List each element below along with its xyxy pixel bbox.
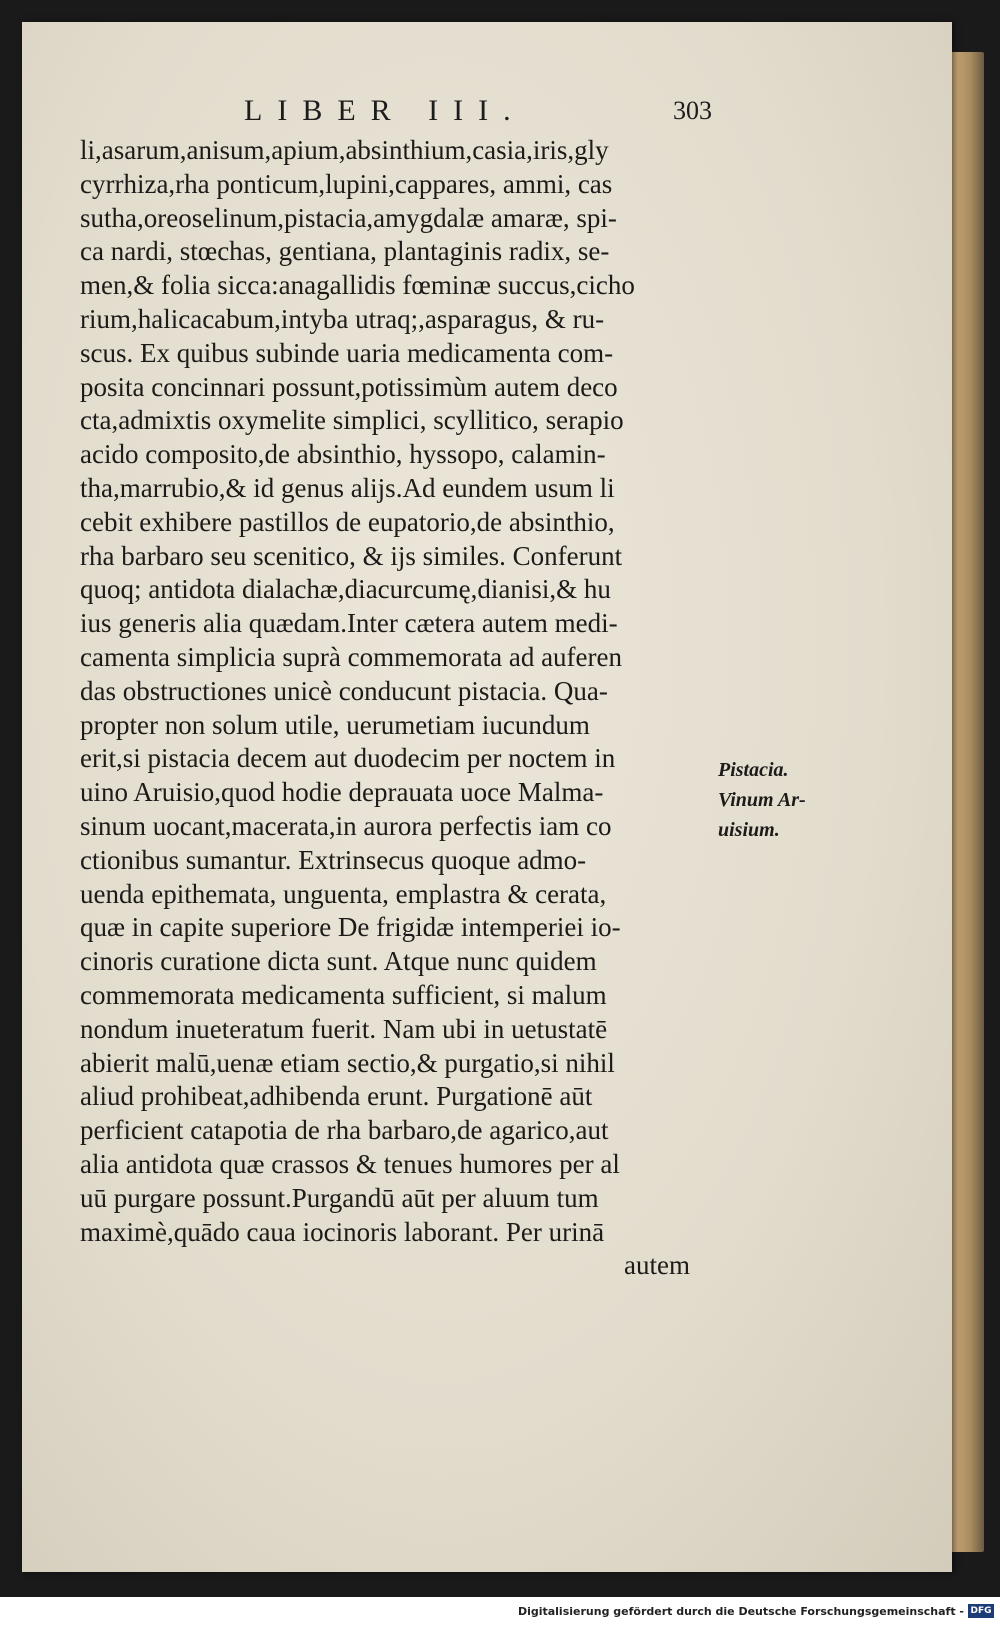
- text-line: uū purgare possunt.Purgandū aūt per aluum tum: [80, 1182, 599, 1213]
- text-line: commemorata medicamenta sufficient, si malum: [80, 979, 607, 1010]
- text-line: ctionibus sumantur. Extrinsecus quoque admo-: [80, 844, 587, 875]
- text-line: abierit malū,uenæ etiam sectio,& purgatio,si nihil: [80, 1047, 615, 1078]
- text-line: aliud prohibeat,adhibenda erunt. Purgationē aūt: [80, 1081, 593, 1112]
- text-line: maximè,quādo caua iocinoris laborant. Per urinā: [80, 1216, 605, 1247]
- text-line: tha,marrubio,& id genus alijs.Ad eundem usum li: [80, 472, 615, 503]
- text-line: cyrrhiza,rha ponticum,lupini,cappares, ammi, cas: [80, 168, 613, 199]
- text-line: propter non solum utile, uerumetiam iucundum: [80, 709, 590, 740]
- text-line: posita concinnari possunt,potissimùm autem deco: [80, 371, 618, 402]
- text-line: acido composito,de absinthio, hyssopo, calamin-: [80, 439, 606, 470]
- page-number: 303: [673, 96, 712, 125]
- text-line: ca nardi, stœchas, gentiana, plantaginis radix, se-: [80, 236, 610, 267]
- text-line: rium,halicacabum,intyba utraq;,asparagus, & ru-: [80, 303, 605, 334]
- text-line: scus. Ex quibus subinde uaria medicamenta com-: [80, 337, 614, 368]
- text-line: uenda epithemata, unguenta, emplastra & cerata,: [80, 878, 607, 909]
- text-line: erit,si pistacia decem aut duodecim per noctem in: [80, 743, 616, 774]
- footer-bar: [0, 1597, 1000, 1627]
- text-line: cinoris curatione dicta sunt. Atque nunc quidem: [80, 946, 597, 977]
- margin-notes: [718, 755, 828, 845]
- book-page: [22, 22, 952, 1572]
- funding-credit: Digitalisierung gefördert durch die Deutsche Forschungsgemeinschaft -: [517, 1605, 964, 1618]
- body-text: [80, 134, 720, 1283]
- dfg-logo: DFG: [968, 1604, 994, 1618]
- text-line: quoq; antidota dialachæ,diacurcumę,dianisi,& hu: [80, 574, 611, 605]
- page-header: [212, 94, 712, 134]
- text-line: alia antidota quæ crassos & tenues humores per al: [80, 1148, 620, 1179]
- text-line: sinum uocant,macerata,in aurora perfectis iam co: [80, 810, 612, 841]
- running-title: LIBER III.: [244, 94, 526, 127]
- text-line: cebit exhibere pastillos de eupatorio,de absinthio,: [80, 506, 615, 537]
- text-line: li,asarum,anisum,apium,absinthium,casia,iris,gly: [80, 135, 609, 165]
- text-line: camenta simplicia suprà commemorata ad auferen: [80, 641, 623, 672]
- text-line: sutha,oreoselinum,pistacia,amygdalæ amaræ, spi-: [80, 202, 617, 233]
- text-line: nondum inueteratum fuerit. Nam ubi in uetustatē: [80, 1013, 608, 1044]
- text-line: uino Aruisio,quod hodie deprauata uoce Malma-: [80, 777, 604, 808]
- text-line: cta,admixtis oxymelite simplici, scyllitico, serapio: [80, 405, 624, 436]
- text-line: das obstructiones unicè conducunt pistacia. Qua-: [80, 675, 608, 706]
- text-line: quæ in capite superiore De frigidæ intemperiei io-: [80, 912, 621, 943]
- text-line: ius generis alia quædam.Inter cætera autem medi-: [80, 608, 618, 639]
- text-line: men,& folia sicca:anagallidis fœminæ succus,cicho: [80, 270, 635, 301]
- margin-note: Pistacia.: [718, 759, 789, 781]
- margin-note: Vinum Ar-: [718, 789, 806, 811]
- text-line: perficient catapotia de rha barbaro,de agarico,aut: [80, 1115, 609, 1146]
- text-line: rha barbaro seu scenitico, & ijs similes. Conferunt: [80, 540, 623, 571]
- catchword: autem: [624, 1250, 690, 1281]
- margin-note: uisium.: [718, 819, 780, 841]
